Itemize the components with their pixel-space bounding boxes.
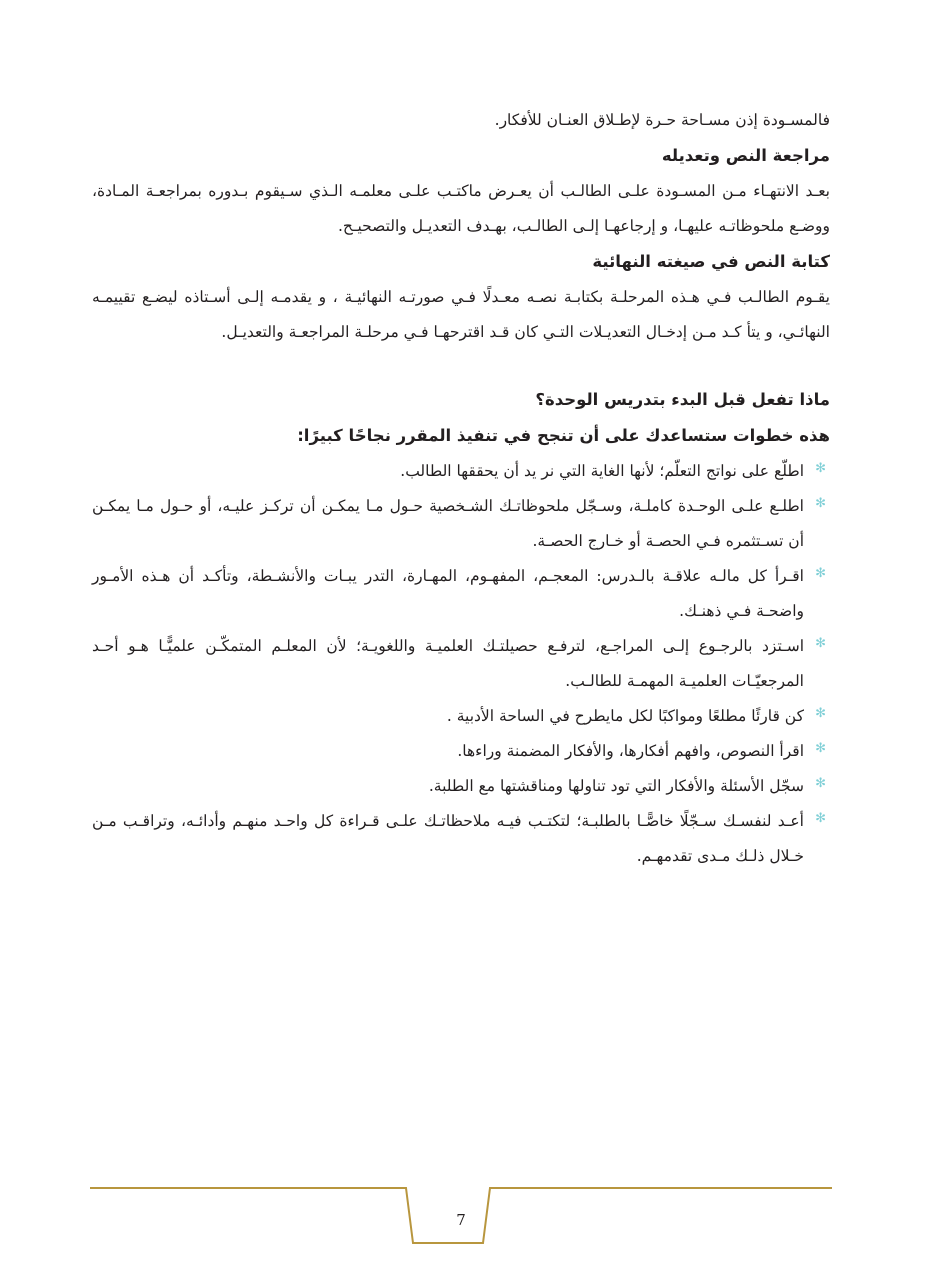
steps-heading: ماذا تفعل قبل البدء بتدريس الوحدة؟ <box>535 390 830 409</box>
list-item-text: اقرأ النصوص، وافهم أفكارها، والأفكار المضمنة وراءها. <box>457 742 804 760</box>
list-item-text: كن قارئًا مطلعًا ومواكبًا لكل مايطرح في الساحة الأدبية . <box>446 707 804 725</box>
list-item-text: اطلـع علـى الوحـدة كاملـة، وسـجّل ملحوظاتـك الشـخصية حـول مـا يمكـن أن تركـز عليـه، أو حـول مـا يمكـن أن تسـتثمره فـي الحصـة أو خـارج الحصـة. <box>92 497 804 550</box>
snowflake-bullet-icon: ✻ <box>815 461 826 476</box>
snowflake-bullet-icon: ✻ <box>815 636 826 651</box>
section-heading-review: مراجعة النص وتعديله <box>661 146 830 165</box>
snowflake-bullet-icon: ✻ <box>815 811 826 826</box>
page-number: 7 <box>456 1211 466 1229</box>
list-item <box>92 734 830 769</box>
list-item-text: سجّل الأسئلة والأفكار التي تود تناولها ومناقشتها مع الطلبة. <box>428 777 804 795</box>
list-item <box>92 629 830 699</box>
list-item <box>92 769 830 804</box>
section-spacer <box>92 350 830 382</box>
list-item-text: اطلّع على نواتج التعلّم؛ لأنها الغاية التي نر يد أن يحققها الطالب. <box>400 462 804 480</box>
snowflake-bullet-icon: ✻ <box>815 566 826 581</box>
list-item <box>92 489 830 559</box>
section-body-final-draft: يقـوم الطالـب فـي هـذه المرحلـة بكتابـة نصـه معـدلًا فـي صورتـه النهائيـة ، و يقدمـه إلـى أسـتاذه ليضـع تقييمـه النهائـي، و يتأ كـد مـن إدخـال التعديـلات التـي كان قـد اقترحهـا فـي مرحلـة المراجعـة والتعديـل. <box>92 288 830 341</box>
snowflake-bullet-icon: ✻ <box>815 741 826 756</box>
page-content <box>92 103 830 874</box>
page-footer <box>90 1186 832 1246</box>
list-item-text: اقـرأ كل مالـه علاقـة بالـدرس: المعجـم، المفهـوم، المهـارة، التدر يبـات والأنشـطة، وتأكـد أن هـذه الأمـور واضحـة فـي ذهنـك. <box>92 567 804 620</box>
intro-closing-line: فالمسـودة إذن مسـاحة حـرة لإطـلاق العنـان للأفكار. <box>494 111 830 129</box>
list-item <box>92 699 830 734</box>
section-heading-final-draft: كتابة النص في صيغته النهائية <box>592 252 830 271</box>
snowflake-bullet-icon: ✻ <box>815 776 826 791</box>
section-body-review: بعـد الانتهـاء مـن المسـودة علـى الطالـب أن يعـرض ماكتـب علـى معلمـه الـذي سـيقوم بـدوره بمراجعـة المـادة، ووضـع ملحوظاتـه عليهـا، و إرجاعهـا إلـى الطالـب، بهـدف التعديـل والتصحيـح. <box>92 182 830 235</box>
list-item-text: أعـد لنفسـك سـجّلًا خاصًّـا بالطلبـة؛ لتكتـب فيـه ملاحظاتـك علـى قـراءة كل واحـد منهـم وأدائـه، وتراقـب مـن خـلال ذلـك مـدى تقدمهـم. <box>92 812 804 865</box>
steps-subheading: هذه خطوات ستساعدك على أن تنجح في تنفيذ المقرر نجاحًا كبيرًا: <box>297 426 830 445</box>
list-item <box>92 559 830 629</box>
list-item <box>92 804 830 874</box>
snowflake-bullet-icon: ✻ <box>815 496 826 511</box>
snowflake-bullet-icon: ✻ <box>815 706 826 721</box>
list-item <box>92 454 830 489</box>
steps-list <box>92 454 830 874</box>
list-item-text: اسـتزد بالرجـوع إلـى المراجـع، لترفـع حصيلتـك العلميـة واللغويـة؛ لأن المعلـم المتمكّـن علميًّـا هـو أحـد المرجعيّـات العلميـة المهمـة للطالـب. <box>92 637 804 690</box>
